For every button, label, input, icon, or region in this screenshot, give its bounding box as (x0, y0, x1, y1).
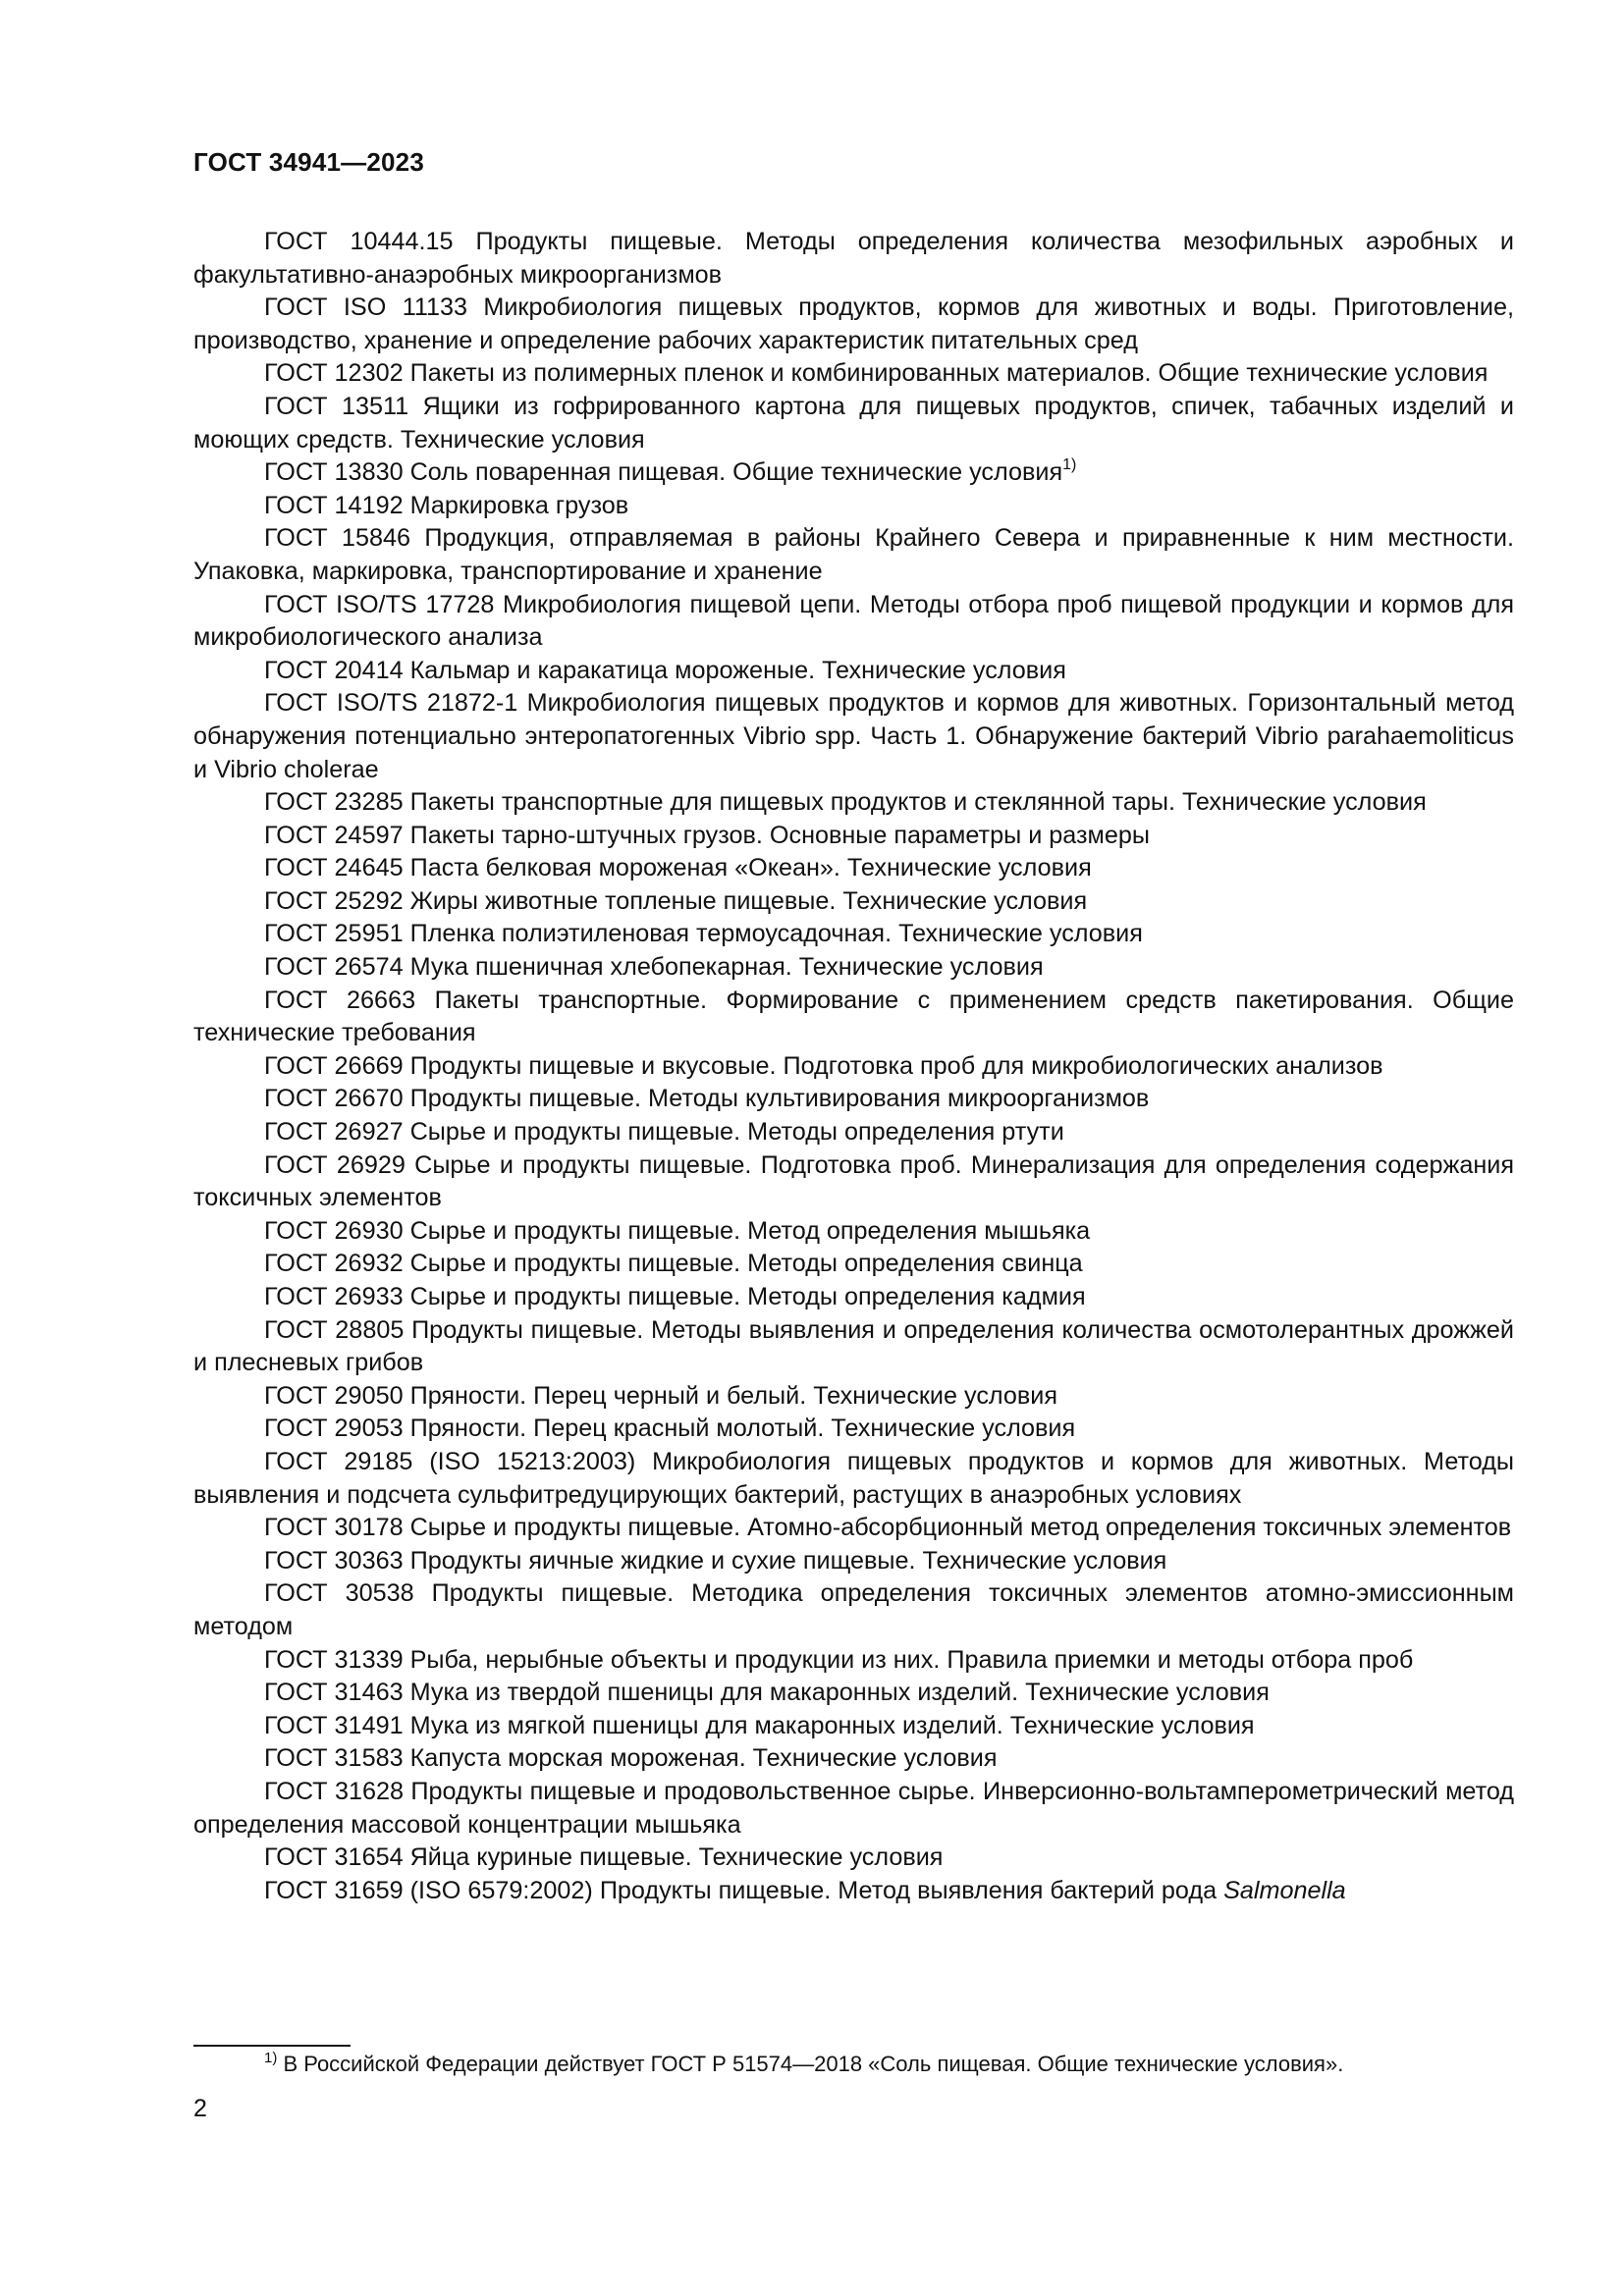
reference-item: ГОСТ 13830 Соль поваренная пищевая. Общие технические условия$^{1)}$ (264, 456, 1077, 487)
reference-item: ГОСТ 20414 Кальмар и каракатица мороженые. Технические условия (264, 656, 1066, 684)
reference-item: ГОСТ 31339 Рыба, нерыбные объекты и продукции из них. Правила приемки и методы отбора проб (264, 1645, 1414, 1674)
reference-item: ГОСТ 25951 Пленка полиэтиленовая термоусадочная. Технические условия (264, 920, 1143, 948)
reference-item: ГОСТ 15846 Продукция, отправляемая в районы Крайнего Севера и приравненные к ним местности. Упаковка, маркировка, транспортирование и хранение (193, 524, 1514, 585)
reference-item: ГОСТ 26932 Сырье и продукты пищевые. Методы определения свинца (264, 1250, 1083, 1278)
reference-item: ГОСТ 12302 Пакеты из полимерных пленок и комбинированных материалов. Общие технические условия (264, 359, 1489, 388)
reference-item: ГОСТ 28805 Продукты пищевые. Методы выявления и определения количества осмотолерантных дрожжей и плесневых грибов (193, 1315, 1514, 1377)
reference-item: ГОСТ 26927 Сырье и продукты пищевые. Методы определения ртути (264, 1118, 1064, 1147)
reference-item: ГОСТ 26574 Мука пшеничная хлебопекарная. Технические условия (264, 953, 1044, 982)
footnote-marker: 1) (264, 2050, 278, 2066)
normative-references-list (193, 226, 1514, 1907)
reference-item: ГОСТ 26933 Сырье и продукты пищевые. Методы определения кадмия (264, 1283, 1086, 1310)
reference-item: ГОСТ 30178 Сырье и продукты пищевые. Атомно-абсорбционный метод определения токсичных элементов (264, 1514, 1512, 1542)
footnote-text: В Российской Федерации действует ГОСТ Р 51574—2018 «Соль пищевая. Общие технические условия». (277, 2052, 1344, 2076)
reference-item: ГОСТ 29053 Пряности. Перец красный молотый. Технические условия (264, 1415, 1076, 1443)
reference-item: ГОСТ 26670 Продукты пищевые. Методы культивирования микроорганизмов (264, 1085, 1150, 1113)
reference-item: ГОСТ 29050 Пряности. Перец черный и белый. Технические условия (264, 1381, 1057, 1410)
reference-item: ГОСТ 31583 Капуста морская мороженая. Технические условия (264, 1744, 998, 1773)
reference-item: ГОСТ 31659 (ISO 6579:2002) Продукты пищевые. Метод выявления бактерий рода Salmonella (264, 1876, 1346, 1904)
reference-item: ГОСТ 31654 Яйца куриные пищевые. Технические условия (264, 1843, 944, 1872)
reference-item: ГОСТ 29185 (ISO 15213:2003) Микробиология пищевых продуктов и кормов для животных. Методы выявления и подсчета сульфитредуцирующих бактерий, растущих в анаэробных условиях (193, 1447, 1514, 1509)
page-number: 2 (193, 2095, 207, 2122)
reference-item: ГОСТ ISO 11133 Микробиология пищевых продуктов, кормов для животных и воды. Приготовление, производство, хранение и определение рабочих характеристик питательных сред (193, 294, 1514, 354)
reference-item: ГОСТ 31463 Мука из твердой пшеницы для макаронных изделий. Технические условия (264, 1679, 1270, 1707)
document-header: ГОСТ 34941—2023 (193, 147, 424, 177)
reference-item: ГОСТ ISO/TS 17728 Микробиология пищевой цепи. Методы отбора проб пищевой продукции и кормов для микробиологического анализа (193, 590, 1514, 652)
reference-item: ГОСТ 31491 Мука из мягкой пшеницы для макаронных изделий. Технические условия (264, 1711, 1255, 1739)
footnote-divider (193, 2045, 351, 2047)
reference-item: ГОСТ 30538 Продукты пищевые. Методика определения токсичных элементов атомно-эмиссионным методом (193, 1579, 1514, 1640)
reference-item: ГОСТ 26663 Пакеты транспортные. Формирование с применением средств пакетирования. Общие технические требования (193, 986, 1514, 1047)
reference-item: ГОСТ 26930 Сырье и продукты пищевые. Метод определения мышьяка (264, 1216, 1091, 1245)
reference-item: ГОСТ 10444.15 Продукты пищевые. Методы определения количества мезофильных аэробных и факультативно-анаэробных микроорганизмов (193, 228, 1514, 289)
reference-item: ГОСТ 24645 Паста белковая мороженая «Океан». Технические условия (264, 854, 1092, 882)
reference-item: ГОСТ 24597 Пакеты тарно-штучных грузов. Основные параметры и размеры (264, 821, 1150, 849)
reference-item: ГОСТ 26669 Продукты пищевые и вкусовые. Подготовка проб для микробиологических анализов (264, 1051, 1383, 1080)
reference-item: ГОСТ 13511 Ящики из гофрированного картона для пищевых продуктов, спичек, табачных изделий и моющих средств. Технические условия (193, 392, 1514, 454)
italic-term: Salmonella (1223, 1876, 1346, 1904)
reference-item: ГОСТ ISO/TS 21872-1 Микробиология пищевых продуктов и кормов для животных. Горизонтальный метод обнаружения потенциально энтеропатогенных Vibrio spp. Часть 1. Обнаружение бактерий Vibrio parahaemoliticus и Vibrio cholerae (193, 689, 1514, 783)
footnote-marker: 1) (1062, 456, 1077, 474)
reference-item: ГОСТ 30363 Продукты яичные жидкие и сухие пищевые. Технические условия (264, 1546, 1167, 1575)
reference-item: ГОСТ 14192 Маркировка грузов (264, 491, 629, 519)
reference-item: ГОСТ 23285 Пакеты транспортные для пищевых продуктов и стеклянной тары. Технические условия (264, 788, 1427, 817)
reference-item: ГОСТ 25292 Жиры животные топленые пищевые. Технические условия (264, 886, 1088, 915)
footnote (193, 2050, 1514, 2079)
reference-item: ГОСТ 26929 Сырье и продукты пищевые. Подготовка проб. Минерализация для определения содержания токсичных элементов (193, 1150, 1514, 1212)
reference-item: ГОСТ 31628 Продукты пищевые и продовольственное сырье. Инверсионно-вольтамперометрический метод определения массовой концентрации мышьяка (193, 1777, 1514, 1839)
